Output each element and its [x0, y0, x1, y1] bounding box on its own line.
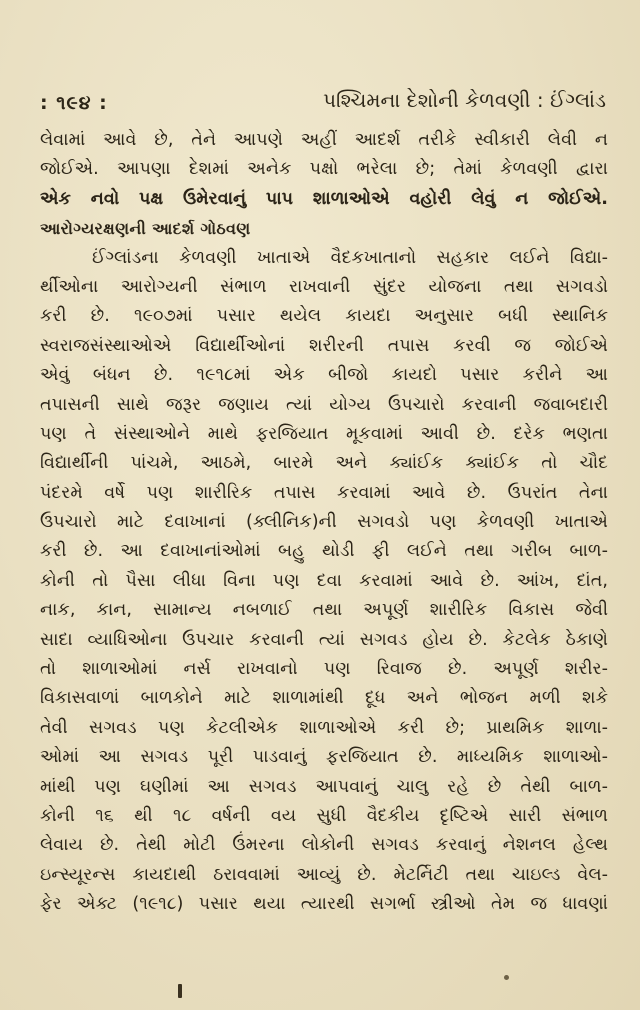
- section-heading: આરોગ્યરક્ષણની આદર્શ ગોઠવણ: [40, 219, 251, 239]
- text-line: એક નવો પક્ષ ઉમેરવાનું પાપ શાળાઓએ વહોરી લેવું ન જોઈએ.: [40, 188, 608, 209]
- text-line: ઇન્સ્યૂરન્સ કાયદાથી ઠરાવવામાં આવ્યું છે. મેટર્નિટી તથા ચાઇલ્ડ વેલ-: [40, 864, 608, 885]
- text-line: ઈંગ્લાંડના કેળવણી ખાતાએ વૈદકખાતાનો સહકાર લઈને વિદ્યા-: [92, 247, 608, 268]
- text-line: ઓમાં આ સગવડ પૂરી પાડવાનું ફરજિયાત છે. માધ્યમિક શાળાઓ-: [40, 747, 608, 768]
- text-line: તો શાળાઓમાં નર્સ રાખવાનો પણ રિવાજ છે. અપૂર્ણ શરીર-: [40, 659, 608, 680]
- text-line: લેવાય છે. તેથી મોટી ઉંમરના લોકોની સગવડ કરવાનું નેશનલ હેલ્થ: [40, 835, 608, 856]
- text-line: કરી છે. આ દવાખાનાંઓમાં બહુ થોડી ફી લઈને તથા ગરીબ બાળ-: [40, 541, 608, 562]
- text-line: વિદ્યાર્થીની પાંચમે, આઠમે, બારમે અને ક્યાંઈક ક્યાંઈક તો ચૌદ: [40, 453, 608, 474]
- text-line: પણ તે સંસ્થાઓને માથે ફરજિયાત મૂકવામાં આવી છે. દરેક ભણતા: [40, 423, 608, 444]
- text-line: કોની તો પૈસા લીધા વિના પણ દવા કરવામાં આવે છે. આંખ, દાંત,: [40, 570, 608, 591]
- text-line: જોઈએ. આપણા દેશમાં અનેક પક્ષો ભરેલા છે; તેમાં કેળવણી દ્વારા: [40, 159, 608, 180]
- print-mark: [178, 984, 182, 998]
- text-line: ઉપચારો માટે દવાખાનાં (ક્લીનિક)ની સગવડો પણ કેળવણી ખાતાએ: [40, 512, 608, 533]
- text-line: તેવી સગવડ પણ કેટલીએક શાળાઓએ કરી છે; પ્રાથમિક શાળા-: [40, 717, 608, 738]
- text-line: તપાસની સાથે જરૂર જણાય ત્યાં યોગ્ય ઉપચારો કરવાની જવાબદારી: [40, 394, 608, 415]
- text-line: માંથી પણ ઘણીમાં આ સગવડ આપવાનું ચાલુ રહે છે તેથી બાળ-: [40, 776, 608, 797]
- text-line: લેવામાં આવે છે, તેને આપણે અહીં આદર્શ તરીકે સ્વીકારી લેવી ન: [40, 130, 608, 150]
- text-line: વિકાસવાળાં બાળકોને માટે શાળામાંથી દૂધ અને ભોજન મળી શકે: [40, 688, 608, 709]
- page-number: : ૧૯૪ :: [40, 92, 108, 114]
- text-line: પંદરમે વર્ષે પણ શારીરિક તપાસ કરવામાં આવે છે. ઉપરાંત તેના: [40, 482, 608, 503]
- text-line: સ્વરાજસંસ્થાઓએ વિદ્યાર્થીઓનાં શરીરની તપાસ કરવી જ જોઈએ: [40, 335, 608, 356]
- text-line: કરી છે. ૧૯૦૭માં પસાર થયેલ કાયદા અનુસાર બધી સ્થાનિક: [40, 306, 608, 327]
- text-line: સાદા વ્યાધિઓના ઉપચાર કરવાની ત્યાં સગવડ હોય છે. કેટલેક ઠેકાણે: [40, 629, 608, 650]
- print-speck: [504, 975, 509, 980]
- running-title: પશ્ચિમના દેશોની કેળવણી : ઈંગ્લાંડ: [323, 88, 606, 112]
- text-line: એવું બંધન છે. ૧૯૧૮માં એક બીજો કાયદો પસાર કરીને આ: [40, 365, 608, 386]
- text-line: ર્થીઓના આરોગ્યની સંભાળ રાખવાની સુંદર યોજના તથા સગવડો: [40, 276, 608, 297]
- page-header: [40, 88, 606, 122]
- text-line: ફેર એક્ટ (૧૯૧૮) પસાર થયા ત્યારથી સગર્ભા સ્ત્રીઓ તેમ જ ધાવણાં: [40, 894, 608, 915]
- text-line: નાક, કાન, સામાન્ય નબળાઈ તથા અપૂર્ણ શારીરિક વિકાસ જેવી: [40, 600, 608, 621]
- body-text: [40, 126, 608, 920]
- text-line: કોની ૧૬ થી ૧૮ વર્ષની વય સુધી વૈદકીય દૃષ્ટિએ સારી સંભાળ: [40, 805, 608, 826]
